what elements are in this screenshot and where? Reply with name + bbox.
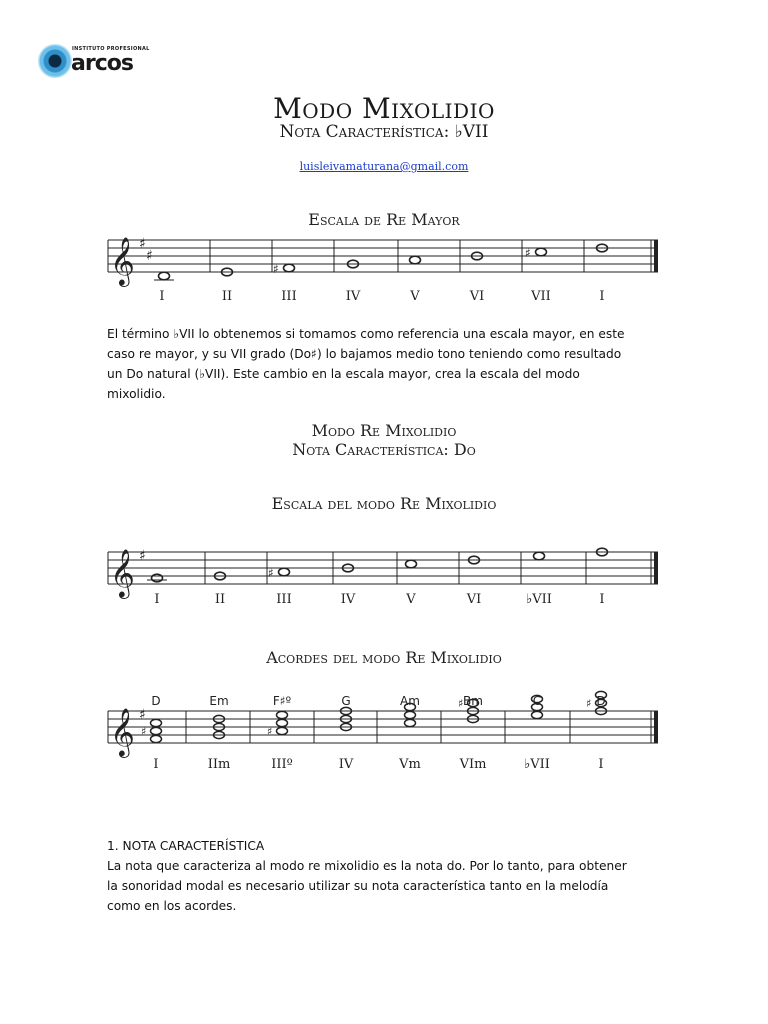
staff-acordes xyxy=(0,690,768,800)
note-f-sharp xyxy=(279,568,290,576)
note-c xyxy=(534,552,545,560)
section-heading-re-mayor: Escala de Re Mayor xyxy=(308,210,460,229)
final-barline xyxy=(654,240,658,272)
final-barline xyxy=(654,552,658,584)
final-barline xyxy=(654,711,658,743)
accidental-sharp-icon: ♯ xyxy=(586,697,592,710)
section-heading-acordes: Acordes del modo Re Mixolidio xyxy=(266,648,502,667)
note-f-sharp xyxy=(284,264,295,272)
chord-name: G xyxy=(341,694,351,708)
logo-small-text: INSTITUTO PROFESIONAL xyxy=(72,46,150,52)
treble-clef-icon: 𝄞 xyxy=(110,548,135,597)
scale-notes xyxy=(154,244,608,280)
paragraph-line: La nota que caracteriza al modo re mixolidio es la nota do. Por lo tanto, para obtener xyxy=(107,859,627,873)
sharp-f-icon: ♯ xyxy=(139,236,146,252)
accidental-sharp-icon: ♯ xyxy=(267,725,273,738)
degree-label: VI xyxy=(469,289,485,304)
treble-clef-icon: 𝄞 xyxy=(110,236,135,285)
degree-label: ♭VII xyxy=(524,757,550,772)
degree-label: I xyxy=(599,289,605,304)
paragraph-line: la sonoridad modal es necesario utilizar su nota característica tanto en la melodía xyxy=(107,879,609,893)
staff-lines xyxy=(108,711,658,743)
scale-notes xyxy=(147,548,608,582)
degree-label: Vm xyxy=(399,757,421,772)
degree-label: III xyxy=(281,289,297,304)
degree-label: I xyxy=(598,757,604,772)
degree-label: I xyxy=(153,757,159,772)
paragraph-line: como en los acordes. xyxy=(107,899,237,913)
email-link[interactable]: luisleivamaturana@gmail.com xyxy=(299,160,469,173)
logo-word: arcos xyxy=(71,51,133,76)
note-d xyxy=(159,272,170,280)
degree-label: I xyxy=(159,289,165,304)
chord-name: D xyxy=(151,694,161,708)
note-a xyxy=(406,560,417,568)
section-heading-nota-caracteristica: 1. NOTA CARACTERÍSTICA xyxy=(107,839,265,853)
degree-label: IIIº xyxy=(271,757,293,772)
chord-name: Am xyxy=(400,694,420,708)
degree-label: ♭VII xyxy=(526,592,552,607)
sharp-f-icon: ♯ xyxy=(139,548,146,564)
degree-label: IV xyxy=(345,289,361,304)
degree-label: VIm xyxy=(459,757,487,772)
chord-name: F♯º xyxy=(272,694,292,708)
section-heading-escala-mixolidio: Escala del modo Re Mixolidio xyxy=(271,494,497,513)
page-title: Modo Mixolidio xyxy=(273,92,495,125)
degree-label: I xyxy=(599,592,605,607)
chord-name: D xyxy=(596,694,606,708)
degree-label: IV xyxy=(340,592,356,607)
degree-label: III xyxy=(276,592,292,607)
treble-clef-icon: 𝄞 xyxy=(110,707,135,756)
degree-label: II xyxy=(221,289,233,304)
degree-label: VI xyxy=(466,592,482,607)
paragraph-bvii-explanation xyxy=(107,324,667,404)
accidental-sharp-icon: ♯ xyxy=(458,697,464,710)
paragraph-line: un Do natural (♭VII). Este cambio en la escala mayor, crea la escala del modo xyxy=(107,367,580,381)
sharp-c-icon: ♯ xyxy=(146,248,153,264)
accidental-sharp-icon: ♯ xyxy=(268,566,274,580)
accidental-sharp-icon: ♯ xyxy=(141,725,147,738)
degree-label: IV xyxy=(338,757,354,772)
degree-label: V xyxy=(410,289,420,304)
degree-label: I xyxy=(154,592,160,607)
staff-lines xyxy=(108,240,658,272)
degree-label: IIm xyxy=(207,757,231,772)
note-a xyxy=(410,256,421,264)
note-c-sharp xyxy=(536,248,547,256)
degree-label: II xyxy=(214,592,226,607)
chord-name: Bm xyxy=(463,694,483,708)
chord-name: C xyxy=(532,694,542,708)
degree-label: VII xyxy=(531,289,551,304)
section-subtitle-re-mixolidio: Nota Característica: Do xyxy=(292,440,476,459)
paragraph-line: caso re mayor, y su VII grado (Do♯) lo bajamos medio tono teniendo como resultado xyxy=(107,347,622,361)
accidental-sharp-icon: ♯ xyxy=(273,262,279,276)
page-subtitle: Nota Característica: ♭VII xyxy=(279,122,489,142)
chord-name: Em xyxy=(209,694,229,708)
paragraph-line: El término ♭VII lo obtenemos si tomamos como referencia una escala mayor, en este xyxy=(107,327,625,341)
sharp-f-icon: ♯ xyxy=(139,707,146,723)
section-nota-caracteristica xyxy=(107,836,667,916)
paragraph-line: mixolidio. xyxy=(107,387,166,401)
section-title-re-mixolidio: Modo Re Mixolidio xyxy=(311,421,457,440)
staff-re-mixolidio xyxy=(0,520,768,640)
staff-lines xyxy=(108,552,658,584)
note-d xyxy=(152,574,163,582)
accidental-sharp-icon: ♯ xyxy=(525,246,531,260)
degree-label: V xyxy=(406,592,416,607)
staff-re-mayor xyxy=(0,0,768,310)
